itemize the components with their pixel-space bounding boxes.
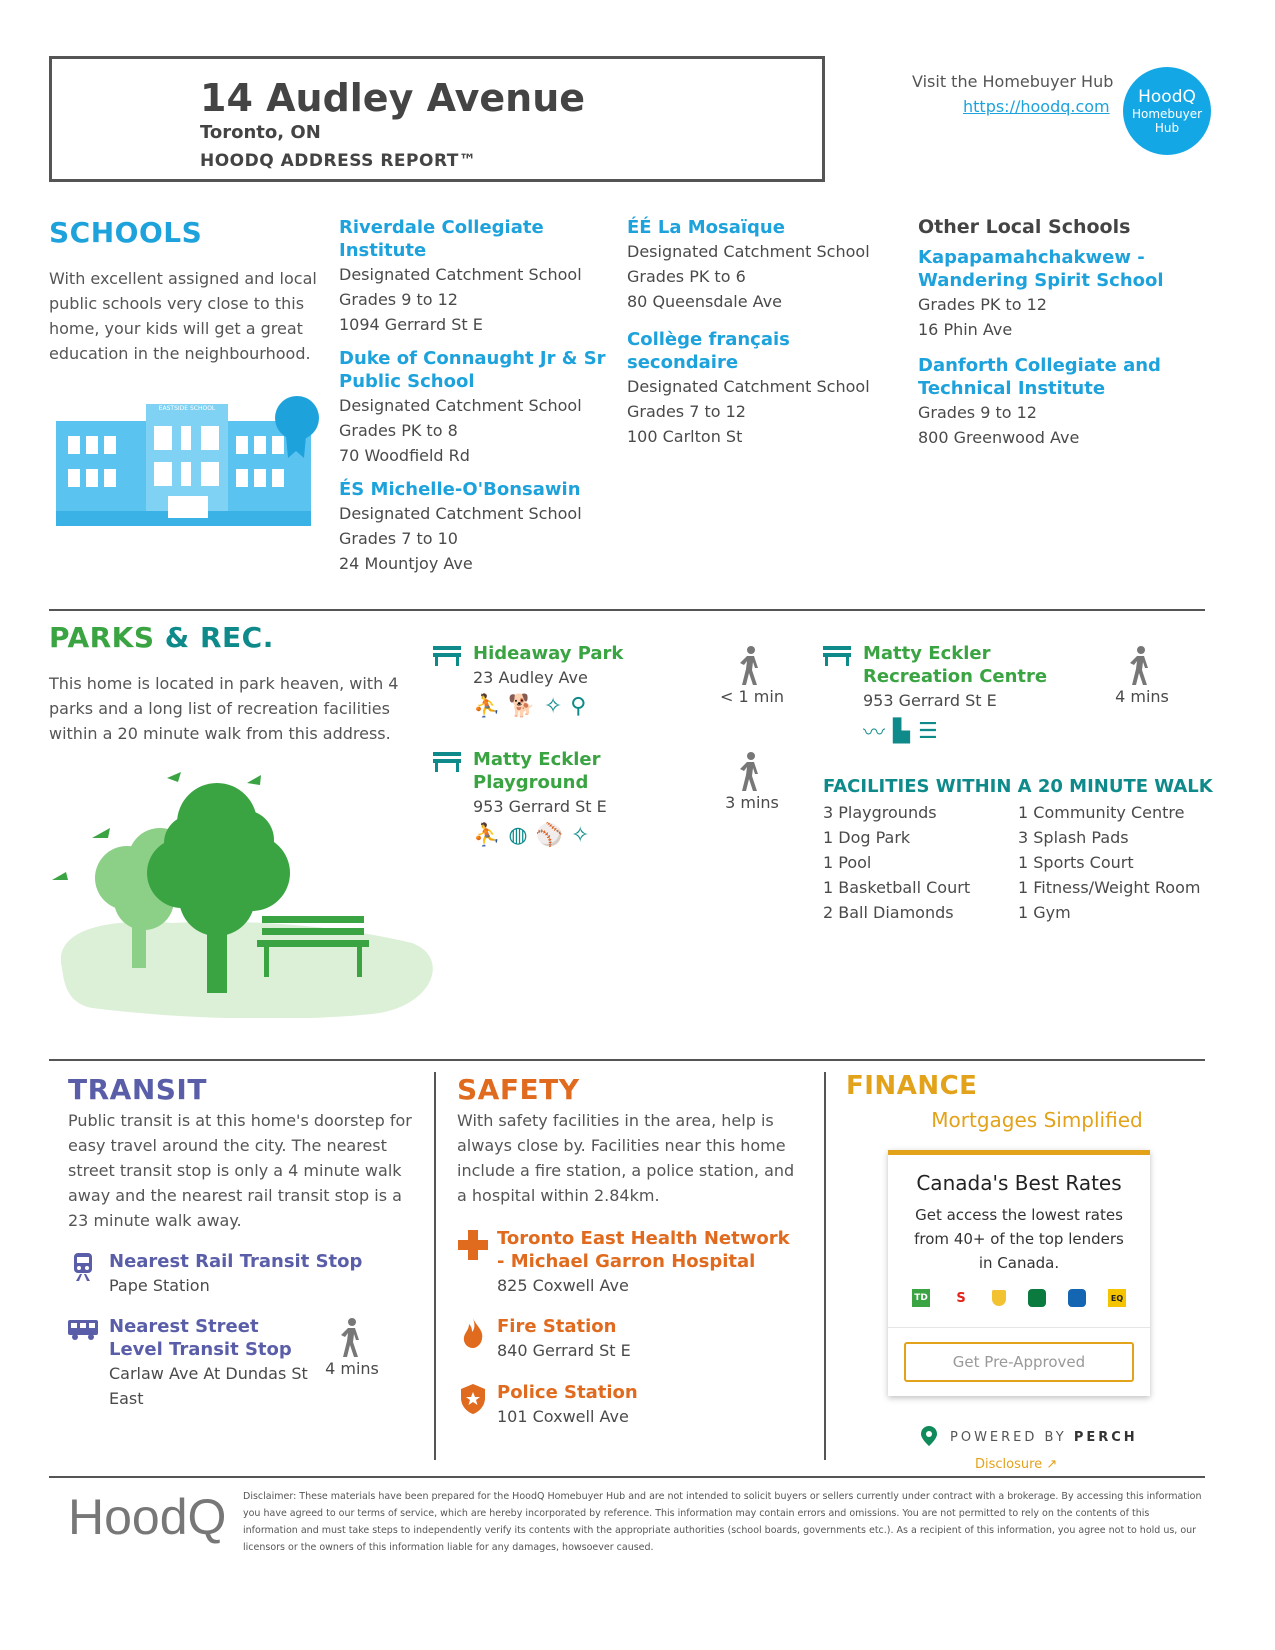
walking-icon (737, 646, 763, 686)
facilities-left (823, 800, 970, 925)
hub-text: Visit the Homebuyer Hub (912, 72, 1114, 91)
rates-card (888, 1150, 1150, 1396)
school-address: 16 Phin Ave (918, 320, 1013, 339)
park-name: Matty Eckler Playground (473, 749, 601, 793)
eq-bank-logo-icon: EQ (1108, 1289, 1126, 1307)
walking-icon (737, 752, 763, 792)
walk-time: 4 mins (325, 1359, 379, 1378)
street-stop[interactable] (109, 1315, 314, 1411)
school-list-col2 (627, 216, 897, 449)
school-address: 800 Greenwood Ave (918, 428, 1080, 447)
playground-icon: ⛹ (473, 693, 501, 719)
park-item[interactable] (473, 642, 693, 719)
school-address: 24 Mountjoy Ave (339, 554, 473, 573)
walk-time: 3 mins (725, 793, 779, 812)
community-centre-icon: ▙ (893, 719, 910, 744)
school-name: Collège français secondaire (627, 329, 790, 373)
school-name: Riverdale Collegiate Institute (339, 217, 544, 261)
facility-item: 1 Basketball Court (823, 878, 971, 897)
facility-item: 1 Fitness/Weight Room (1018, 878, 1201, 897)
desjardins-logo-icon (992, 1290, 1006, 1306)
perch-brand: PERCH (1073, 1430, 1138, 1445)
police-station-item[interactable] (497, 1381, 797, 1429)
amenity-icons (473, 822, 713, 848)
school-name: ÉÉ La Mosaïque (627, 217, 785, 238)
schools-description: With excellent assigned and local public schools very close to this home, your kids will get a great education in the neighbourhood. (49, 269, 317, 363)
map-pin-icon (921, 1426, 937, 1446)
facilities-title: FACILITIES WITHIN A 20 MINUTE WALK (823, 776, 1213, 797)
park-item[interactable] (863, 642, 1093, 747)
disclosure-label: Disclosure (975, 1457, 1043, 1472)
walking-icon (338, 1318, 364, 1358)
school-grades: Grades PK to 12 (918, 295, 1047, 314)
school-address: 70 Woodfield Rd (339, 446, 470, 465)
train-icon (72, 1253, 94, 1281)
scotiabank-logo-icon: S (956, 1290, 966, 1306)
hospital-name: Toronto East Health Network - Michael Garron Hospital (497, 1228, 790, 1272)
police-station-address: 101 Coxwell Ave (497, 1407, 629, 1426)
school-type: Designated Catchment School (339, 265, 582, 284)
school-grades: Grades 9 to 12 (918, 403, 1037, 422)
column-divider (824, 1072, 826, 1460)
facility-item: 1 Community Centre (1018, 803, 1185, 822)
badge-brand: HoodQ (1138, 87, 1196, 107)
park-address: 23 Audley Ave (473, 668, 588, 687)
powered-by (950, 1430, 1138, 1445)
park-illustration (52, 768, 436, 1018)
school-address: 100 Carlton St (627, 427, 743, 446)
fire-station-item[interactable] (497, 1315, 797, 1363)
report-label: HOODQ ADDRESS REPORT™ (200, 151, 477, 171)
safety-title: SAFETY (457, 1073, 580, 1106)
hospital-item[interactable] (497, 1227, 797, 1298)
facility-item: 1 Sports Court (1018, 853, 1134, 872)
hospital-address: 825 Coxwell Ave (497, 1276, 629, 1295)
facilities-right (1018, 800, 1200, 925)
walk-time: < 1 min (720, 687, 784, 706)
divider (49, 1476, 1205, 1478)
hospital-cross-icon (458, 1230, 488, 1260)
rates-card-title: Canada's Best Rates (916, 1171, 1122, 1195)
bench-icon (433, 752, 461, 772)
school-item[interactable] (339, 216, 609, 337)
rail-stop[interactable] (109, 1250, 399, 1298)
fire-station-address: 840 Gerrard St E (497, 1341, 631, 1360)
school-type: Designated Catchment School (339, 396, 582, 415)
bench-icon: ☰ (917, 719, 938, 744)
facility-item: 3 Splash Pads (1018, 828, 1129, 847)
badge-line2: Homebuyer (1131, 107, 1203, 121)
hsbc-logo-icon (1028, 1289, 1046, 1307)
get-pre-approved-button[interactable]: Get Pre-Approved (904, 1342, 1134, 1382)
facility-item: 1 Pool (823, 853, 872, 872)
amenity-icons (863, 716, 1093, 747)
hoodq-logo: HoodQ (68, 1489, 227, 1545)
police-badge-icon (461, 1384, 485, 1414)
safety-description: With safety facilities in the area, help is always close by. Facilities near this home include a fire station, a police station, and a hospital within 2.84km. (457, 1111, 795, 1205)
park-address: 953 Gerrard St E (473, 797, 607, 816)
school-item[interactable] (339, 347, 609, 468)
rail-stop-name: Pape Station (109, 1276, 210, 1295)
park-name: Matty Eckler Recreation Centre (863, 643, 1048, 687)
card-separator (888, 1327, 1150, 1328)
disclosure-link[interactable] (975, 1457, 1057, 1472)
dog-icon: 🐕 (508, 693, 536, 719)
bench-icon (433, 646, 461, 666)
school-name: ÉS Michelle-O'Bonsawin (339, 479, 581, 500)
playground-icon: ⛹ (473, 822, 501, 848)
school-address: 80 Queensdale Ave (627, 292, 782, 311)
park-item[interactable] (473, 748, 713, 848)
street-stop-name: Carlaw Ave At Dundas St East (109, 1364, 308, 1408)
school-item[interactable] (627, 328, 897, 449)
police-station-name: Police Station (497, 1382, 638, 1403)
pool-icon: 〰 (863, 721, 886, 746)
bench-icon (823, 646, 851, 666)
tennis-icon: ⚲ (570, 693, 587, 719)
facility-item: 3 Playgrounds (823, 803, 937, 822)
ball-diamond-icon: ⚾ (535, 822, 564, 848)
lender-logos (912, 1289, 1126, 1307)
fire-icon (462, 1318, 484, 1348)
school-grades: Grades 9 to 12 (339, 290, 458, 309)
facility-item: 1 Gym (1018, 903, 1071, 922)
hub-badge[interactable] (1123, 67, 1211, 155)
school-name: Duke of Connaught Jr & Sr Public School (339, 348, 606, 392)
walking-icon (1127, 646, 1153, 686)
park-name: Hideaway Park (473, 643, 624, 664)
rail-stop-title: Nearest Rail Transit Stop (109, 1251, 363, 1272)
basketball-icon: ◍ (508, 822, 528, 848)
school-grades: Grades 7 to 12 (627, 402, 746, 421)
school-type: Designated Catchment School (339, 504, 582, 523)
finance-title: FINANCE (846, 1071, 978, 1101)
walk-time: 4 mins (1115, 687, 1169, 706)
hub-link[interactable]: https://hoodq.com (963, 97, 1110, 116)
school-name: Kapapamahchakwew - Wandering Spirit School (918, 247, 1164, 291)
school-type: Designated Catchment School (627, 377, 870, 396)
amenity-icons (473, 693, 693, 719)
school-name: Danforth Collegiate and Technical Institute (918, 355, 1161, 399)
park-address: 953 Gerrard St E (863, 691, 997, 710)
splash-pad-icon: ✧ (543, 693, 563, 719)
column-divider (434, 1072, 436, 1460)
parks-description: This home is located in park heaven, with 4 parks and a long list of recreation facilities within a 20 minute walk from this address. (49, 674, 399, 743)
facility-item: 1 Dog Park (823, 828, 911, 847)
td-logo-icon: TD (912, 1289, 930, 1307)
transit-description: Public transit is at this home's doorstep for easy travel around the city. The nearest street transit stop is only a 4 minute walk away and the nearest rail transit stop is a 23 minute walk away. (68, 1111, 412, 1230)
other-schools-title: Other Local Schools (918, 216, 1131, 238)
school-address: 1094 Gerrard St E (339, 315, 483, 334)
badge-line3: Hub (1154, 121, 1180, 135)
powered-by-label: POWERED BY (950, 1430, 1067, 1445)
bus-icon (68, 1320, 98, 1340)
school-grades: Grades PK to 6 (627, 267, 746, 286)
finance-subtitle: Mortgages Simplified (931, 1108, 1143, 1132)
school-sign: EASTSIDE SCHOOL (158, 405, 216, 412)
street-stop-title: Nearest Street Level Transit Stop (109, 1316, 292, 1360)
parks-title (49, 621, 274, 654)
transit-title: TRANSIT (68, 1073, 207, 1106)
fire-station-name: Fire Station (497, 1316, 617, 1337)
schools-title: SCHOOLS (49, 216, 203, 249)
disclaimer: Disclaimer: These materials have been prepared for the HoodQ Homebuyer Hub and are not intended to solicit buyers or sellers currently under contract with a brokerage. By accessing this information you have agreed to our terms of service, which are hereby incorporated by reference. This information may contain errors and omissions. You are not permitted to rely on the contents of this information and must take steps to independently verify its contents with the appropriate authorities (school boards, governments etc.). As a recipient of this information, you agree not to hold us, our licensors or the owners of this information liable for any damages, howsoever caused. (243, 1491, 1202, 1553)
external-link-icon: ↗ (1046, 1457, 1058, 1472)
school-type: Designated Catchment School (627, 242, 870, 261)
school-grades: Grades 7 to 10 (339, 529, 458, 548)
page-title: 14 Audley Avenue (200, 76, 586, 120)
school-item[interactable] (339, 478, 609, 576)
facility-item: 2 Ball Diamonds (823, 903, 954, 922)
parks-title-a: PARKS (49, 621, 155, 654)
divider (49, 609, 1205, 611)
parks-title-b: & REC. (164, 621, 274, 654)
school-building-illustration (56, 396, 326, 531)
rates-card-text: Get access the lowest rates from 40+ of the top lenders in Canada. (914, 1206, 1124, 1272)
other-schools (918, 216, 1168, 450)
school-list-col1 (339, 216, 609, 576)
splash-pad-icon: ✧ (571, 822, 590, 848)
school-grades: Grades PK to 8 (339, 421, 458, 440)
school-item[interactable] (627, 216, 897, 314)
city-label: Toronto, ON (200, 122, 321, 143)
school-item[interactable] (918, 246, 1168, 342)
school-item[interactable] (918, 354, 1168, 450)
divider (49, 1059, 1205, 1061)
bank-logo-icon (1068, 1289, 1086, 1307)
